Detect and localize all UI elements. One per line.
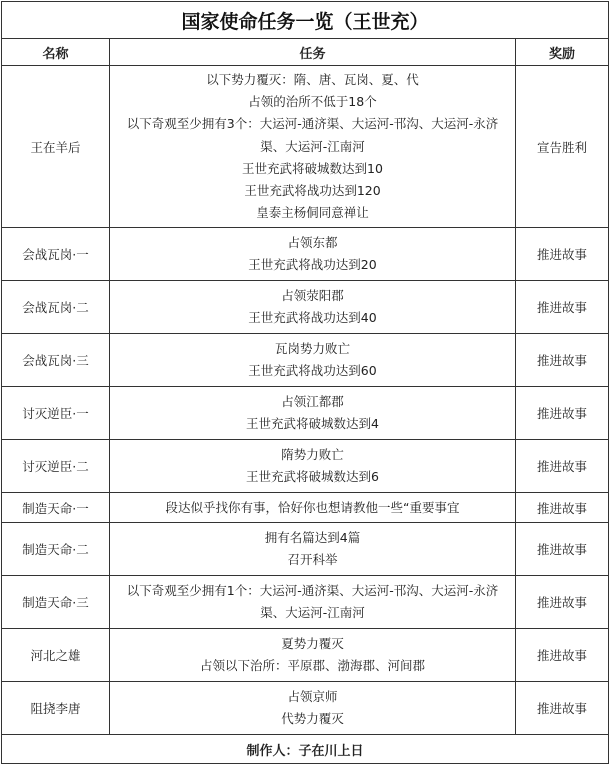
table-row xyxy=(2,66,609,228)
mission-tasks xyxy=(110,440,516,493)
mission-reward: 推进故事 xyxy=(516,228,609,281)
table-row xyxy=(2,493,609,523)
task-line: 王世充武将战功达到40 xyxy=(248,310,377,326)
task-line: 王世充武将战功达到60 xyxy=(248,363,377,379)
header-row xyxy=(2,39,609,66)
mission-tasks xyxy=(110,281,516,334)
mission-reward: 推进故事 xyxy=(516,629,609,682)
mission-name: 讨灭逆臣·一 xyxy=(2,387,110,440)
table-row xyxy=(2,334,609,387)
mission-tasks xyxy=(110,493,516,523)
mission-name: 会战瓦岗·一 xyxy=(2,228,110,281)
table-row xyxy=(2,576,609,629)
mission-reward: 推进故事 xyxy=(516,523,609,576)
task-line: 以下势力覆灭：隋、唐、瓦岗、夏、代 xyxy=(206,72,419,87)
task-line: 夏势力覆灭 xyxy=(281,636,344,652)
mission-name: 阻挠李唐 xyxy=(2,682,110,735)
task-line: 占领荥阳郡 xyxy=(281,288,344,304)
task-line: 渠、大运河-江南河 xyxy=(260,138,365,154)
mission-reward: 推进故事 xyxy=(516,440,609,493)
task-line: 拥有名篇达到4篇 xyxy=(264,530,361,546)
mission-tasks xyxy=(110,576,516,629)
mission-tasks xyxy=(110,334,516,387)
mission-name: 王在羊后 xyxy=(2,66,110,228)
table-row xyxy=(2,387,609,440)
mission-reward: 推进故事 xyxy=(516,281,609,334)
task-line: 王世充武将战功达到20 xyxy=(248,257,377,273)
task-line: 渠、大运河-江南河 xyxy=(260,605,365,621)
table-body xyxy=(2,66,609,735)
task-line: 瓦岗势力败亡 xyxy=(274,341,350,357)
table-row xyxy=(2,682,609,735)
task-line: 王世充武将破城数达到6 xyxy=(246,469,379,485)
task-line: 皇泰主杨侗同意禅让 xyxy=(256,205,369,221)
mission-reward: 推进故事 xyxy=(516,576,609,629)
task-line: 王世充武将破城数达到10 xyxy=(242,160,383,176)
mission-reward: 推进故事 xyxy=(516,334,609,387)
mission-tasks xyxy=(110,66,516,228)
mission-tasks xyxy=(110,228,516,281)
task-line: 占领以下治所：平原郡、渤海郡、河间郡 xyxy=(199,658,425,674)
table-title: 国家使命任务一览（王世充） xyxy=(2,2,609,39)
header-name: 名称 xyxy=(2,39,110,66)
task-line: 段达似乎找你有事，恰好你也想请教他一些“重要事宜 xyxy=(165,499,460,515)
mission-table xyxy=(1,1,609,764)
task-line: 代势力覆灭 xyxy=(281,711,344,727)
task-line: 以下奇观至少拥有3个：大运河-通济渠、大运河-邗沟、大运河-永济 xyxy=(126,116,499,132)
mission-name: 会战瓦岗·二 xyxy=(2,281,110,334)
task-line: 召开科举 xyxy=(287,552,338,568)
mission-tasks xyxy=(110,387,516,440)
mission-reward: 宣告胜利 xyxy=(516,66,609,228)
mission-tasks xyxy=(110,629,516,682)
mission-name: 河北之雄 xyxy=(2,629,110,682)
header-reward: 奖励 xyxy=(516,39,609,66)
task-line: 占领东都 xyxy=(287,235,338,251)
mission-reward: 推进故事 xyxy=(516,493,609,523)
table-footer: 制作人：子在川上日 xyxy=(2,735,609,764)
task-line: 占领京师 xyxy=(287,689,338,705)
mission-name: 制造天命·一 xyxy=(2,493,110,523)
table-row xyxy=(2,523,609,576)
task-line: 占领的治所不低于18个 xyxy=(248,94,377,110)
mission-reward: 推进故事 xyxy=(516,387,609,440)
mission-name: 制造天命·三 xyxy=(2,576,110,629)
mission-tasks xyxy=(110,682,516,735)
task-line: 王世充武将破城数达到4 xyxy=(246,416,379,432)
mission-tasks xyxy=(110,523,516,576)
table-row xyxy=(2,629,609,682)
table-row xyxy=(2,228,609,281)
mission-name: 讨灭逆臣·二 xyxy=(2,440,110,493)
header-task: 任务 xyxy=(110,39,516,66)
task-line: 以下奇观至少拥有1个：大运河-通济渠、大运河-邗沟、大运河-永济 xyxy=(126,583,499,599)
mission-name: 制造天命·二 xyxy=(2,523,110,576)
table-row xyxy=(2,281,609,334)
task-line: 隋势力败亡 xyxy=(281,447,344,463)
task-line: 王世充武将战功达到120 xyxy=(244,183,381,199)
table-row xyxy=(2,440,609,493)
task-line: 占领江都郡 xyxy=(281,394,344,410)
mission-reward: 推进故事 xyxy=(516,682,609,735)
mission-name: 会战瓦岗·三 xyxy=(2,334,110,387)
